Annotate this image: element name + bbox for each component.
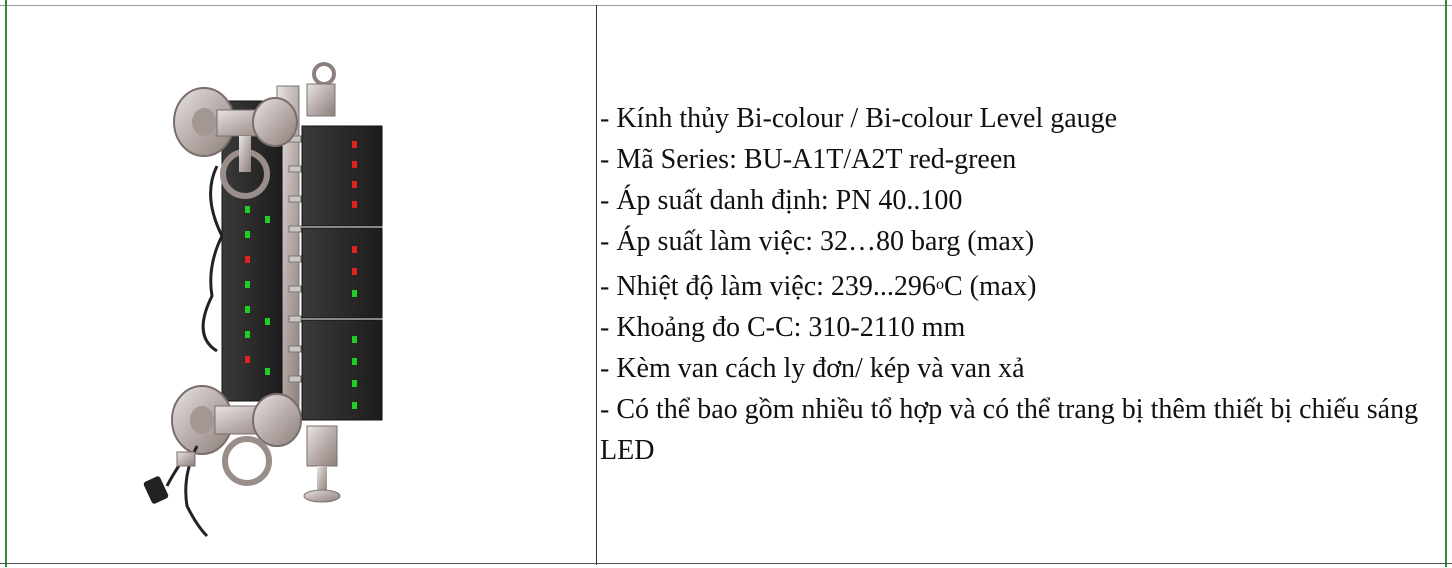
product-image-cell <box>7 6 596 563</box>
spec-options: - Có thể bao gồm nhiều tổ hợp và có thể trang bị thêm thiết bị chiếu sáng LED <box>600 394 1419 466</box>
spec-series: - Mã Series: BU-A1T/A2T red-green <box>600 144 1017 175</box>
temperature-prefix: - Nhiệt độ làm việc: 239...296 <box>600 271 936 302</box>
spec-valves: - Kèm van cách ly đơn/ kép và van xả <box>600 353 1025 384</box>
table-bottom-border <box>0 563 1452 564</box>
spec-list <box>600 98 1440 471</box>
table-right-border <box>1445 0 1447 567</box>
spec-working-temperature <box>600 266 1440 307</box>
spec-name: - Kính thủy Bi-colour / Bi-colour Level gauge <box>600 103 1118 134</box>
degree-sign: o <box>935 276 944 293</box>
indicator-box-right <box>302 126 382 420</box>
spec-nominal-pressure: - Áp suất danh định: PN 40..100 <box>600 185 963 216</box>
level-gauge-illustration <box>7 6 596 563</box>
temperature-suffix: C (max) <box>943 271 1037 302</box>
column-divider <box>596 5 597 565</box>
spec-working-pressure: - Áp suất làm việc: 32…80 barg (max) <box>600 226 1035 257</box>
spec-measuring-range: - Khoảng đo C-C: 310-2110 mm <box>600 312 966 343</box>
